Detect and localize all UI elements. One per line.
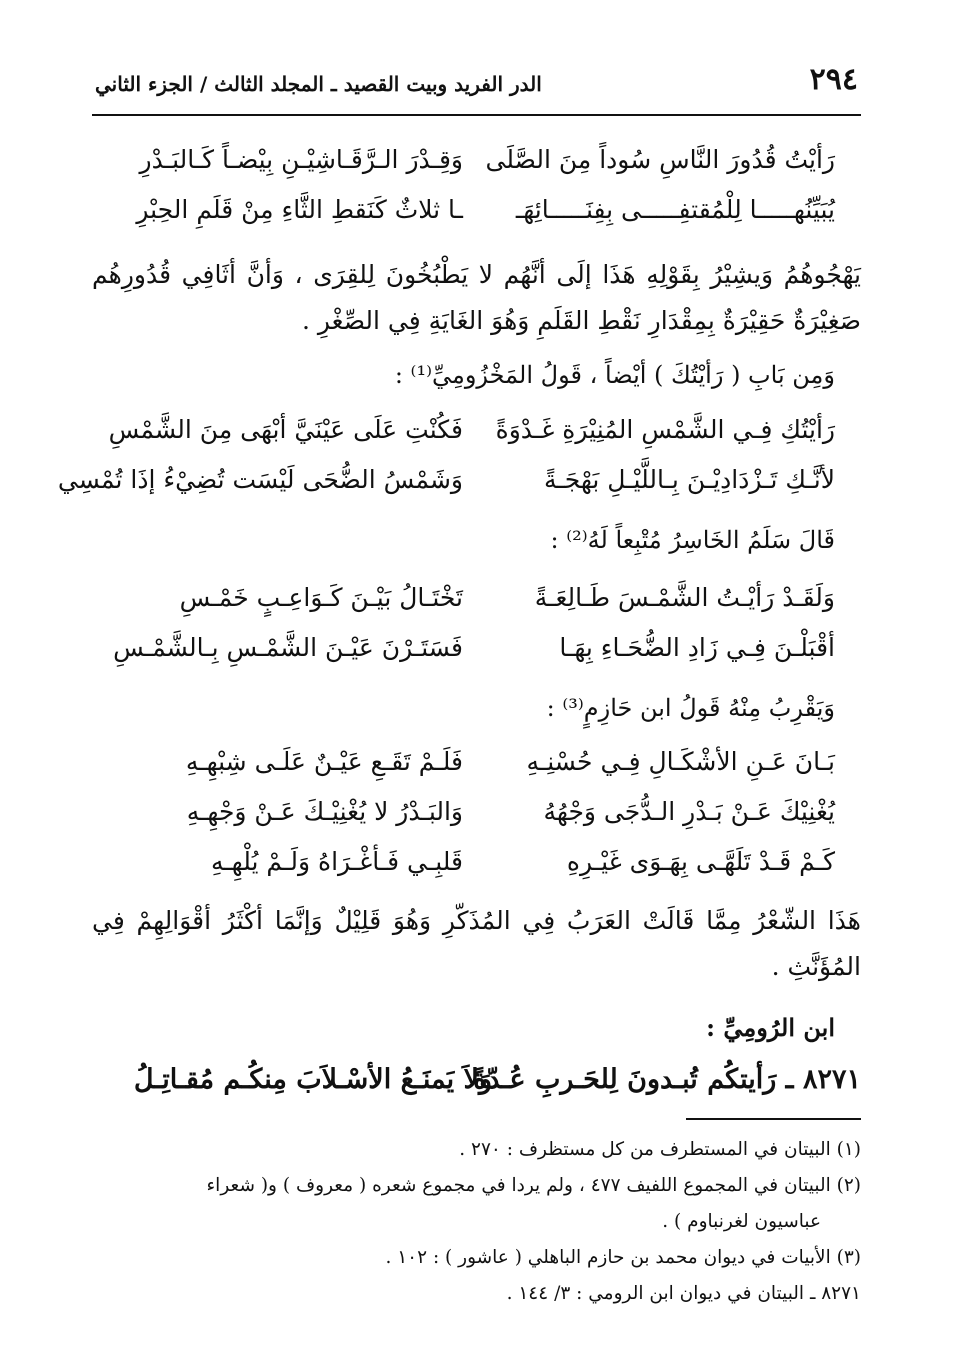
footnote: (٣) الأبيات في ديوان محمد بن حازم الباهلي ( عاشور ) : ١٠٢ . [385, 1247, 861, 1268]
verse-first-hemistich: لأنَّـكِ تَـزْدَادِيْـنَ بِـاللَّيْـلِ بَهْجَـةً [544, 465, 835, 494]
attribution-line: وَيَقْرِبُ مِنْهُ قَولُ ابن حَازِمٍ⁽³⁾ : [546, 694, 835, 722]
verse-second-hemistich: وَقِـدْرَ الـرَّقَـاشِيْـنِ بِيْضـاً كَـالبَـدْرِ [139, 145, 463, 174]
verse-first-hemistich: يُغْنِيْكَ عَـنْ بَـدْرِ الـدُّجَى وَجْهُهُ [543, 797, 835, 826]
verse-second-hemistich: وَشَمْسُ الضُّحَى لَيْسَت تُضِيْءُ إذَا تُمْسِي [57, 465, 463, 494]
footnotes [92, 1132, 861, 1312]
page-header [95, 62, 858, 108]
verse-first-hemistich: ٨٢٧١ ـ رَأيتكُم تُبـدونَ لِلحَـربِ عُـدّةً [473, 1064, 861, 1095]
footnote-continuation: عباسيون لغرنباوم ) . [662, 1211, 821, 1232]
poet-heading: ابن الرُومِيِّ : [706, 1013, 835, 1042]
verse-first-hemistich: رَأيْتُكِ فِـي الشَّمْسِ المُنِيْرَةِ غَـدْوَةً [495, 415, 835, 444]
footnote: (١) البيتان في المستطرف من كل مستظرف : ٢٧٠ . [459, 1139, 861, 1160]
verse-line [108, 410, 835, 450]
verse-line [118, 842, 835, 882]
commentary-paragraph: يَهْجُوهُمُ وَيشِيْرُ بِقَوْلِهِ هَذَا إلَى أنَّهُم لا يَطْبُخُونَ لِلقِرَى ، وَأنَّ أثَافِي قُدُورِهُم صَغِيْرَةٌ حَقِيْرَةٌ بِمِقْدَارِ نَقْطِ القَلَمِ وَهُوَ الغَايَةِ فِي الصِّغْرِ . [92, 260, 861, 335]
running-title: الدر الفريد وبيت القصيد ـ المجلد الثالث / الجزء الثاني [95, 72, 542, 96]
verse-first-hemistich: وَلَقَـدْ رَأيْـتُ الشَّمْـسَ طَـالِعَـةً [534, 583, 835, 612]
footnote: ٨٢٧١ ـ البيتان في ديوان ابن الرومي : ٣/ ١٤٤ . [506, 1283, 861, 1304]
verse-line [118, 140, 835, 180]
attribution-line: وَمِن بَابِ ( رَأيْتُكَ ) أيْضاً ، قَولُ المَخْزُومِيِّ⁽¹⁾ : [394, 361, 835, 389]
verse-first-hemistich: رَأيْتُ قُدُورَ النَّاسِ سُوداً مِنَ الصَّلَى [485, 145, 835, 174]
verse-line [118, 742, 835, 782]
numbered-verse-line [92, 1060, 861, 1100]
verse-second-hemistich: وَلاَ يَمنَـعُ الأسْـلاَبَ مِنكُـم مُقـاتِـلُ [133, 1064, 492, 1095]
verse-second-hemistich: فَكُنْتِ عَلَى عَيْنَيَّ أبْهَى مِنَ الشَّمْسِ [108, 415, 463, 444]
commentary-paragraph: هَذَا الشّعْرُ مِمَّا قَالَتْ العَرَبُ فِي المُذَكّرِ وَهُوَ قَلِيْلٌ وَإنَّمَا أكْثَرُ أقْوَالِهِمْ فِي المُؤَنَّثِ . [92, 906, 861, 981]
verse-first-hemistich: كَـمْ قَـدْ تَلَهَّـى بِهَـوَى غَيْـرِهِ [566, 847, 835, 876]
verse-line [118, 792, 835, 832]
verse-line [113, 628, 835, 668]
verse-line [118, 190, 835, 230]
page-number: ٢٩٤ [809, 62, 858, 97]
verse-second-hemistich: تَخْتَـالُ بَيْـنَ كَـوَاعِـبٍ خَمْـسِ [179, 583, 463, 612]
footnote: (٢) البيتان في المجموع اللفيف ٤٧٧ ، ولم يردا في مجموع شعره ( معروف ) و( شعراء [206, 1175, 861, 1196]
verse-first-hemistich: أقْبَلْـنَ فِـي زَادِ الضُّحَـاءِ بِهَـا [559, 633, 835, 662]
verse-second-hemistich: فَلَـمْ تَقَـعِ عَيْـنٌ عَلَـى شِبْهِـهِ [185, 747, 463, 776]
verse-line [57, 460, 835, 500]
attribution-line: قَالَ سَلَمُ الخَاسِرُ مُتْبِعاً لَهُ⁽²⁾ : [550, 526, 835, 554]
verse-first-hemistich: بَـانَ عَـنِ الأشْكَـالِ فِـي حُسْنِـهِ [526, 747, 835, 776]
verse-first-hemistich: يُبَيِّنُهـــــا لِلْمُقتفِـــــى بِفِنَـــــائِهَـ [515, 195, 835, 224]
footnote-rule [686, 1118, 861, 1120]
verse-second-hemistich: قَلبِـي فَـأغْـرَاهُ وَلَـمْ يُلْهِـهِ [210, 847, 463, 876]
verse-second-hemistich: فَسَتَـرْنَ عَيْـنَ الشَّمْـسِ بِـالشَّمْـسِ [113, 633, 463, 662]
verse-second-hemistich: وَالبَـدْرُ لا يُغْنِيْـكَ عَـنْ وَجْهِـهِ [186, 797, 463, 826]
verse-second-hemistich: ـا ثلاثٌ كَنَقطِ الثَّاءِ مِنْ قَلَمِ الحِبْرِ [136, 195, 463, 224]
verse-line [118, 578, 835, 618]
header-rule [92, 114, 861, 116]
